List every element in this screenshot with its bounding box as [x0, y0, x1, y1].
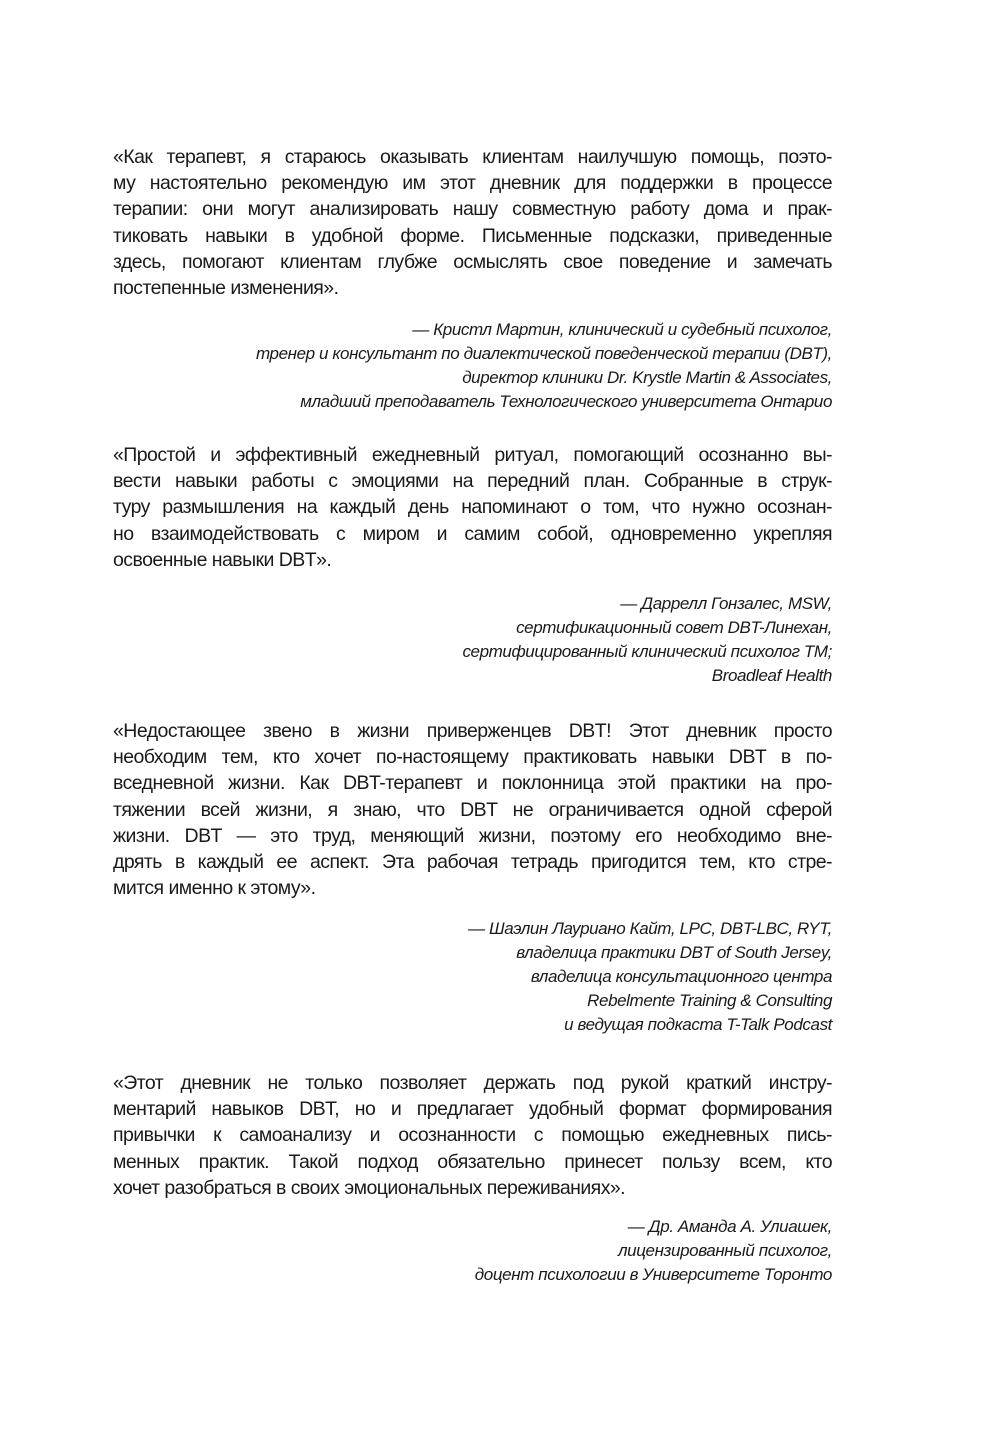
quote-line: туру размышления на каждый день напоминают о том, что нужно осознан-: [113, 496, 832, 519]
attribution-line: владелица практики DBT of South Jersey,: [516, 943, 832, 962]
attribution-line: — Др. Аманда А. Улиашек,: [627, 1217, 832, 1236]
quote-line: освоенные навыки DBT».: [113, 548, 332, 571]
quote-line: ментарий навыков DBT, но и предлагает удобный формат формирования: [113, 1098, 832, 1121]
attribution-line: Broadleaf Health: [711, 666, 832, 685]
quote-line: хочет разобраться в своих эмоциональных переживаниях».: [113, 1176, 626, 1199]
testimonial-1-quote: [113, 144, 832, 301]
quote-line: «Недостающее звено в жизни приверженцев DBT! Этот дневник просто: [113, 720, 832, 742]
attribution-line: сертифицированный клинический психолог TM;: [462, 642, 832, 661]
quote-line: но взаимодействовать с миром и самим собой, одновременно укрепляя: [113, 522, 832, 545]
attribution-line: и ведущая подкаста T-Talk Podcast: [564, 1015, 832, 1034]
attribution-line: владелица консультационного центра: [530, 967, 832, 986]
quote-line: мится именно к этому».: [113, 877, 316, 900]
quote-line: жизни. DBT — это труд, меняющий жизни, поэтому его необходимо вне-: [113, 824, 832, 847]
quote-line: «Этот дневник не только позволяет держать под рукой краткий инстру-: [113, 1072, 832, 1094]
testimonial-1-attribution: [113, 318, 832, 414]
quote-line: тяжении всей жизни, я знаю, что DBT не ограничивается одной сферой: [113, 798, 832, 821]
attribution-line: доцент психологии в Университете Торонто: [474, 1265, 832, 1284]
quote-line: «Как терапевт, я стараюсь оказывать клиентам наилучшую помощь, поэто-: [113, 146, 832, 168]
testimonial-3-quote: [113, 718, 832, 901]
attribution-line: — Даррелл Гонзалес, MSW,: [620, 594, 832, 613]
quote-line: здесь, помогают клиентам глубже осмыслять свое поведение и замечать: [113, 250, 832, 273]
quote-line: вести навыки работы с эмоциями на передний план. Собранные в струк-: [113, 470, 832, 493]
quote-line: менных практик. Такой подход обязательно принесет пользу всем, кто: [113, 1150, 832, 1173]
testimonial-2-quote: [113, 442, 832, 573]
attribution-line: тренер и консультант по диалектической поведенческой терапии (DBT),: [255, 344, 832, 363]
attribution-line: — Шаэлин Лауриано Кайт, LPC, DBT-LBC, RYT,: [468, 919, 832, 938]
testimonial-4-quote: [113, 1070, 832, 1201]
testimonial-3-attribution: [113, 917, 832, 1037]
attribution-line: — Кристл Мартин, клинический и судебный психолог,: [412, 320, 832, 339]
quote-line: тиковать навыки в удобной форме. Письменные подсказки, приведенные: [113, 224, 832, 247]
quote-line: необходим тем, кто хочет по-настоящему практиковать навыки DBT в по-: [113, 746, 832, 769]
quote-line: терапии: они могут анализировать нашу совместную работу дома и прак-: [113, 198, 832, 221]
quote-line: привычки к самоанализу и осознанности с помощью ежедневных пись-: [113, 1124, 832, 1147]
quote-line: вседневной жизни. Как DBT-терапевт и поклонница этой практики на про-: [113, 772, 832, 795]
attribution-line: сертификационный совет DBT-Линехан,: [516, 618, 832, 637]
testimonial-4-attribution: [113, 1215, 832, 1287]
quote-line: дрять в каждый ее аспект. Эта рабочая тетрадь пригодится тем, кто стре-: [113, 850, 832, 873]
attribution-line: младший преподаватель Технологического университета Онтарио: [300, 392, 832, 411]
attribution-line: Rebelmente Training & Consulting: [587, 991, 832, 1010]
attribution-line: директор клиники Dr. Krystle Martin & Associates,: [462, 368, 832, 387]
testimonial-2-attribution: [113, 592, 832, 688]
quote-line: «Простой и эффективный ежедневный ритуал, помогающий осознанно вы-: [113, 444, 832, 466]
quote-line: постепенные изменения».: [113, 276, 339, 299]
attribution-line: лицензированный психолог,: [617, 1241, 832, 1260]
quote-line: му настоятельно рекомендую им этот дневник для поддержки в процессе: [113, 172, 832, 195]
